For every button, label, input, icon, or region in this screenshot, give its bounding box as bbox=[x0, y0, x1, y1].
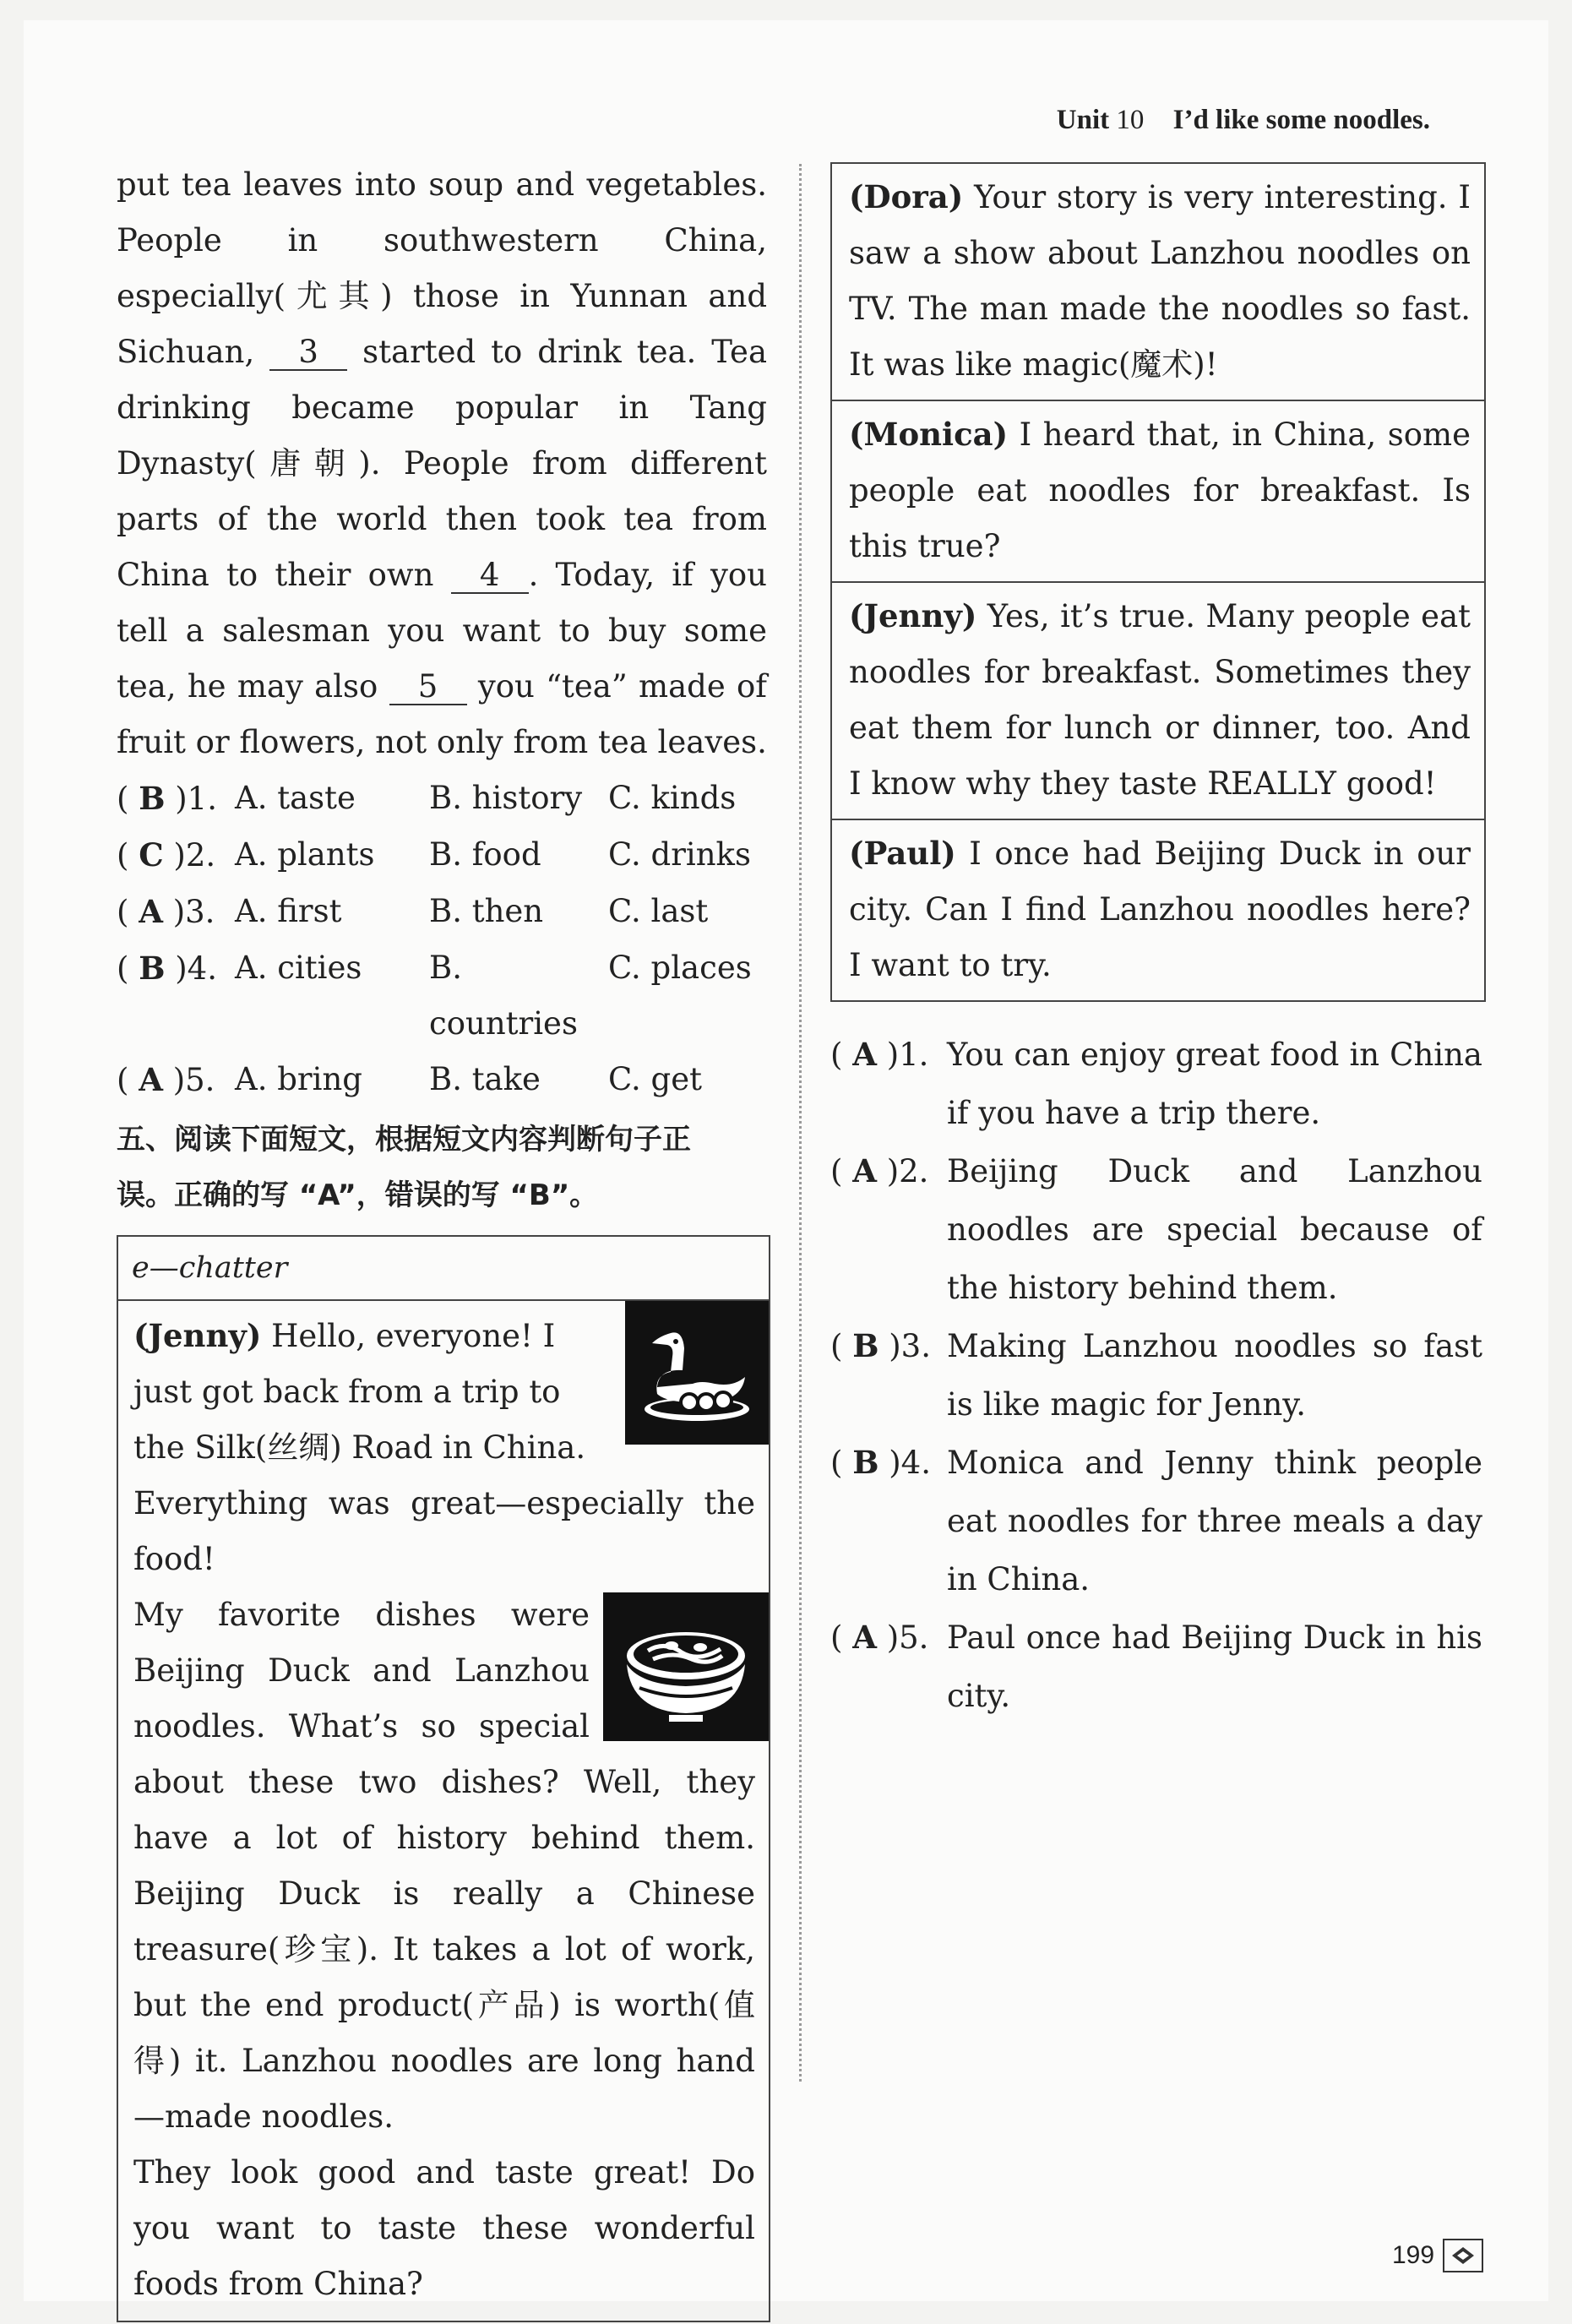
q-answer-5: A bbox=[852, 1619, 877, 1656]
jenny-post: (Jenny) Hello, everyone! I just got back from a trip to the Silk(丝绸) Road in China. Everything was great—especially the food! My favorite dishes were Beijing Duck and Lanzhou noodles. What’s so special about these two dishes? Well, they have a lot of history behind them. Beijing Duck is really a Chinese treasure(珍宝). It takes a lot of work, but the end product(产品) is worth(值得) it. Lanzhou noodles are long hand—made noodles. They look good and taste great! Do you want to taste these wonderful foods from China? bbox=[118, 1301, 769, 2321]
question-5: ( A )5. Paul once had Beijing Duck in his city. bbox=[830, 1619, 1482, 1714]
question-4: ( B )4. Monica and Jenny think people eat noodles for three meals a day in China. bbox=[830, 1444, 1482, 1597]
running-header bbox=[1057, 105, 1430, 136]
unit-title: I’d like some noodles. bbox=[1172, 105, 1430, 135]
option-row-3: ( A )3. A. first B. then C. last bbox=[117, 893, 709, 930]
blank-4: 4 bbox=[451, 558, 529, 594]
speaker-paul: (Paul) bbox=[849, 835, 956, 872]
q-answer-1: A bbox=[852, 1036, 877, 1073]
right-column bbox=[830, 162, 1482, 1725]
page-number: 199 bbox=[1392, 2239, 1483, 2272]
cloze-passage: put tea leaves into soup and vegetables. People in southwestern China, especially(尤其) those in Yunnan and Sichuan, 3 started to drink tea. Tea drinking became popular in Tang Dynasty(唐朝). People from different parts of the world then took tea from China to their own 4 . Today, if you tell a salesman you want to buy some tea, he may also 5 you “tea” made of fruit or flowers, not only from tea leaves. bbox=[117, 166, 768, 760]
q-answer-2: A bbox=[852, 1152, 877, 1189]
option-row-2: ( C )2. A. plants B. food C. drinks bbox=[117, 836, 751, 874]
question-1: ( A )1. You can enjoy great food in China if you have a trip there. bbox=[830, 1036, 1482, 1131]
cloze-options bbox=[117, 770, 767, 1108]
answer-5: A bbox=[139, 1061, 163, 1098]
q-answer-3: B bbox=[852, 1327, 879, 1364]
e-chatter-box bbox=[117, 1235, 770, 2322]
section-title: 五、阅读下面短文，根据短文内容判断句子正 误。正确的写 “A”，错误的写 “B”。 bbox=[117, 1123, 691, 1212]
blank-3: 3 bbox=[269, 335, 347, 371]
duck-icon bbox=[625, 1301, 769, 1445]
left-column bbox=[117, 157, 767, 2322]
speaker-dora: (Dora) bbox=[849, 178, 964, 215]
unit-label: Unit bbox=[1056, 105, 1110, 135]
blank-5: 5 bbox=[389, 670, 467, 705]
answer-1: B bbox=[139, 780, 166, 817]
answer-2: C bbox=[139, 836, 164, 874]
answer-4: B bbox=[139, 950, 166, 987]
option-row-1: ( B )1. A. taste B. history C. kinds bbox=[117, 780, 737, 817]
diamond-icon bbox=[1443, 2239, 1483, 2272]
true-false-questions bbox=[830, 1026, 1482, 1725]
replies-box bbox=[830, 162, 1486, 1002]
post-monica: (Monica) I heard that, in China, some people eat noodles for breakfast. Is this true? bbox=[832, 401, 1484, 583]
speaker-jenny: (Jenny) bbox=[133, 1317, 262, 1354]
chat-title: e—chatter bbox=[118, 1237, 769, 1301]
speaker-monica: (Monica) bbox=[849, 416, 1009, 453]
noodle-bowl-icon bbox=[603, 1592, 769, 1741]
question-3: ( B )3. Making Lanzhou noodles so fast is like magic for Jenny. bbox=[830, 1327, 1482, 1423]
answer-3: A bbox=[139, 893, 163, 930]
option-row-4: ( B )4. A. cities B. countries C. places bbox=[117, 950, 752, 1042]
unit-number: 10 bbox=[1116, 105, 1145, 135]
column-divider bbox=[799, 164, 802, 2082]
post-paul: (Paul) I once had Beijing Duck in our city. Can I find Lanzhou noodles here? I want to try. bbox=[849, 835, 1471, 983]
speaker-jenny-reply: (Jenny) bbox=[849, 597, 977, 634]
post-dora: (Dora) Your story is very interesting. I saw a show about Lanzhou noodles on TV. The man made the noodles so fast. It was like magic(魔术)! bbox=[832, 164, 1484, 401]
option-row-5: ( A )5. A. bring B. take C. get bbox=[117, 1061, 702, 1098]
q-answer-4: B bbox=[852, 1444, 879, 1481]
question-2: ( A )2. Beijing Duck and Lanzhou noodles are special because of the history behind them. bbox=[830, 1152, 1482, 1306]
post-jenny-reply: (Jenny) Yes, it’s true. Many people eat noodles for breakfast. Sometimes they eat them for lunch or dinner, too. And I know why they taste REALLY good! bbox=[832, 583, 1484, 820]
page bbox=[24, 20, 1548, 2301]
